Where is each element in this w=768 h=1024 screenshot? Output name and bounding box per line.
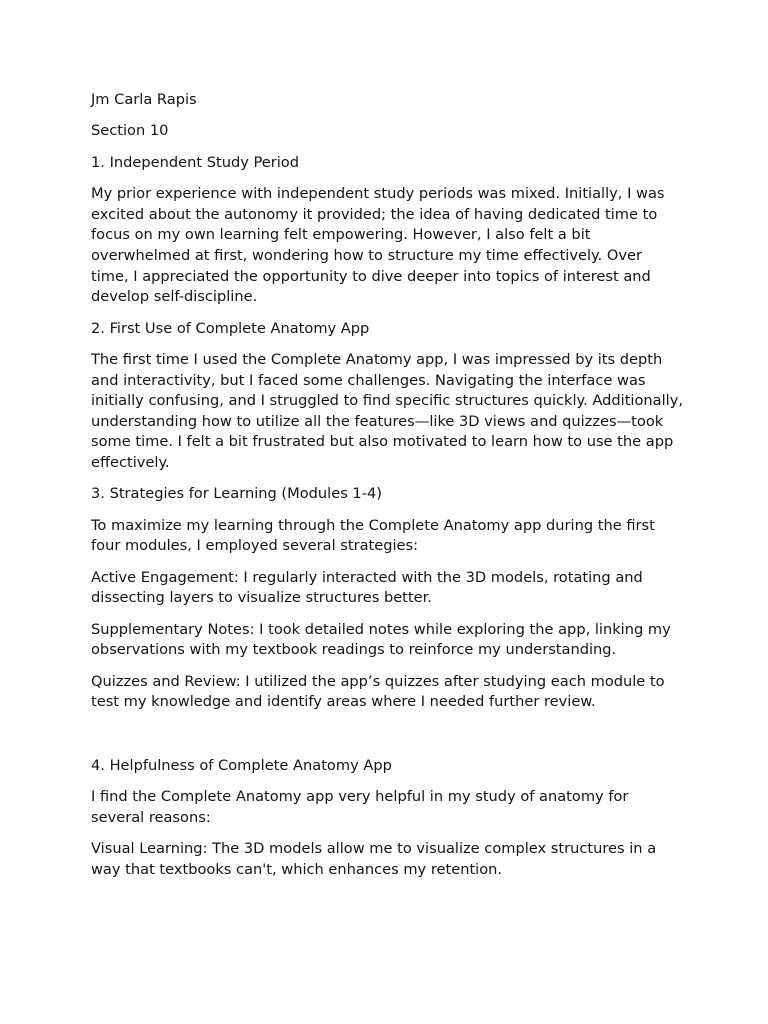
document-body (91, 90, 683, 891)
paragraph: Quizzes and Review: I utilized the app’s quizzes after studying each module to test my knowledge and identify areas where I needed further review. (91, 672, 665, 711)
paragraph: I find the Complete Anatomy app very helpful in my study of anatomy for several reasons: (91, 788, 629, 826)
paragraph: My prior experience with independent study periods was mixed. Initially, I was excited about the autonomy it provided; the idea of having dedicated time to focus on my own learning felt empowering. However, I also felt a bit overwhelmed at first, wondering how to structure my time effectively. Over time, I appreciated the opportunity to dive deeper into topics of interest and develop self-discipline. (91, 185, 665, 306)
paragraph: The first time I used the Complete Anatomy app, I was impressed by its depth and interactivity, but I faced some challenges. Navigating the interface was initially confusing, and I struggled to find specific structures quickly. Additionally, understanding how to utilize all the features—like 3D views and quizzes—took some time. I felt a bit frustrated but also motivated to learn how to use the app effectively. (91, 350, 683, 471)
author-line: Jm Carla Rapis (91, 91, 197, 108)
paragraph: Supplementary Notes: I took detailed notes while exploring the app, linking my observations with my textbook readings to reinforce my understanding. (91, 620, 671, 659)
section-heading: 1. Independent Study Period (91, 153, 299, 171)
section-heading: 4. Helpfulness of Complete Anatomy App (91, 756, 392, 774)
paragraph: Active Engagement: I regularly interacted with the 3D models, rotating and dissecting layers to visualize structures better. (91, 568, 643, 607)
section-line: Section 10 (91, 122, 169, 140)
section-heading: 3. Strategies for Learning (Modules 1-4) (91, 485, 382, 503)
blank-line (91, 724, 683, 756)
paragraph: To maximize my learning through the Complete Anatomy app during the first four modules, I employed several strategies: (91, 516, 655, 555)
paragraph: Visual Learning: The 3D models allow me to visualize complex structures in a way that textbooks can't, which enhances my retention. (91, 839, 657, 878)
section-heading: 2. First Use of Complete Anatomy App (91, 319, 370, 337)
